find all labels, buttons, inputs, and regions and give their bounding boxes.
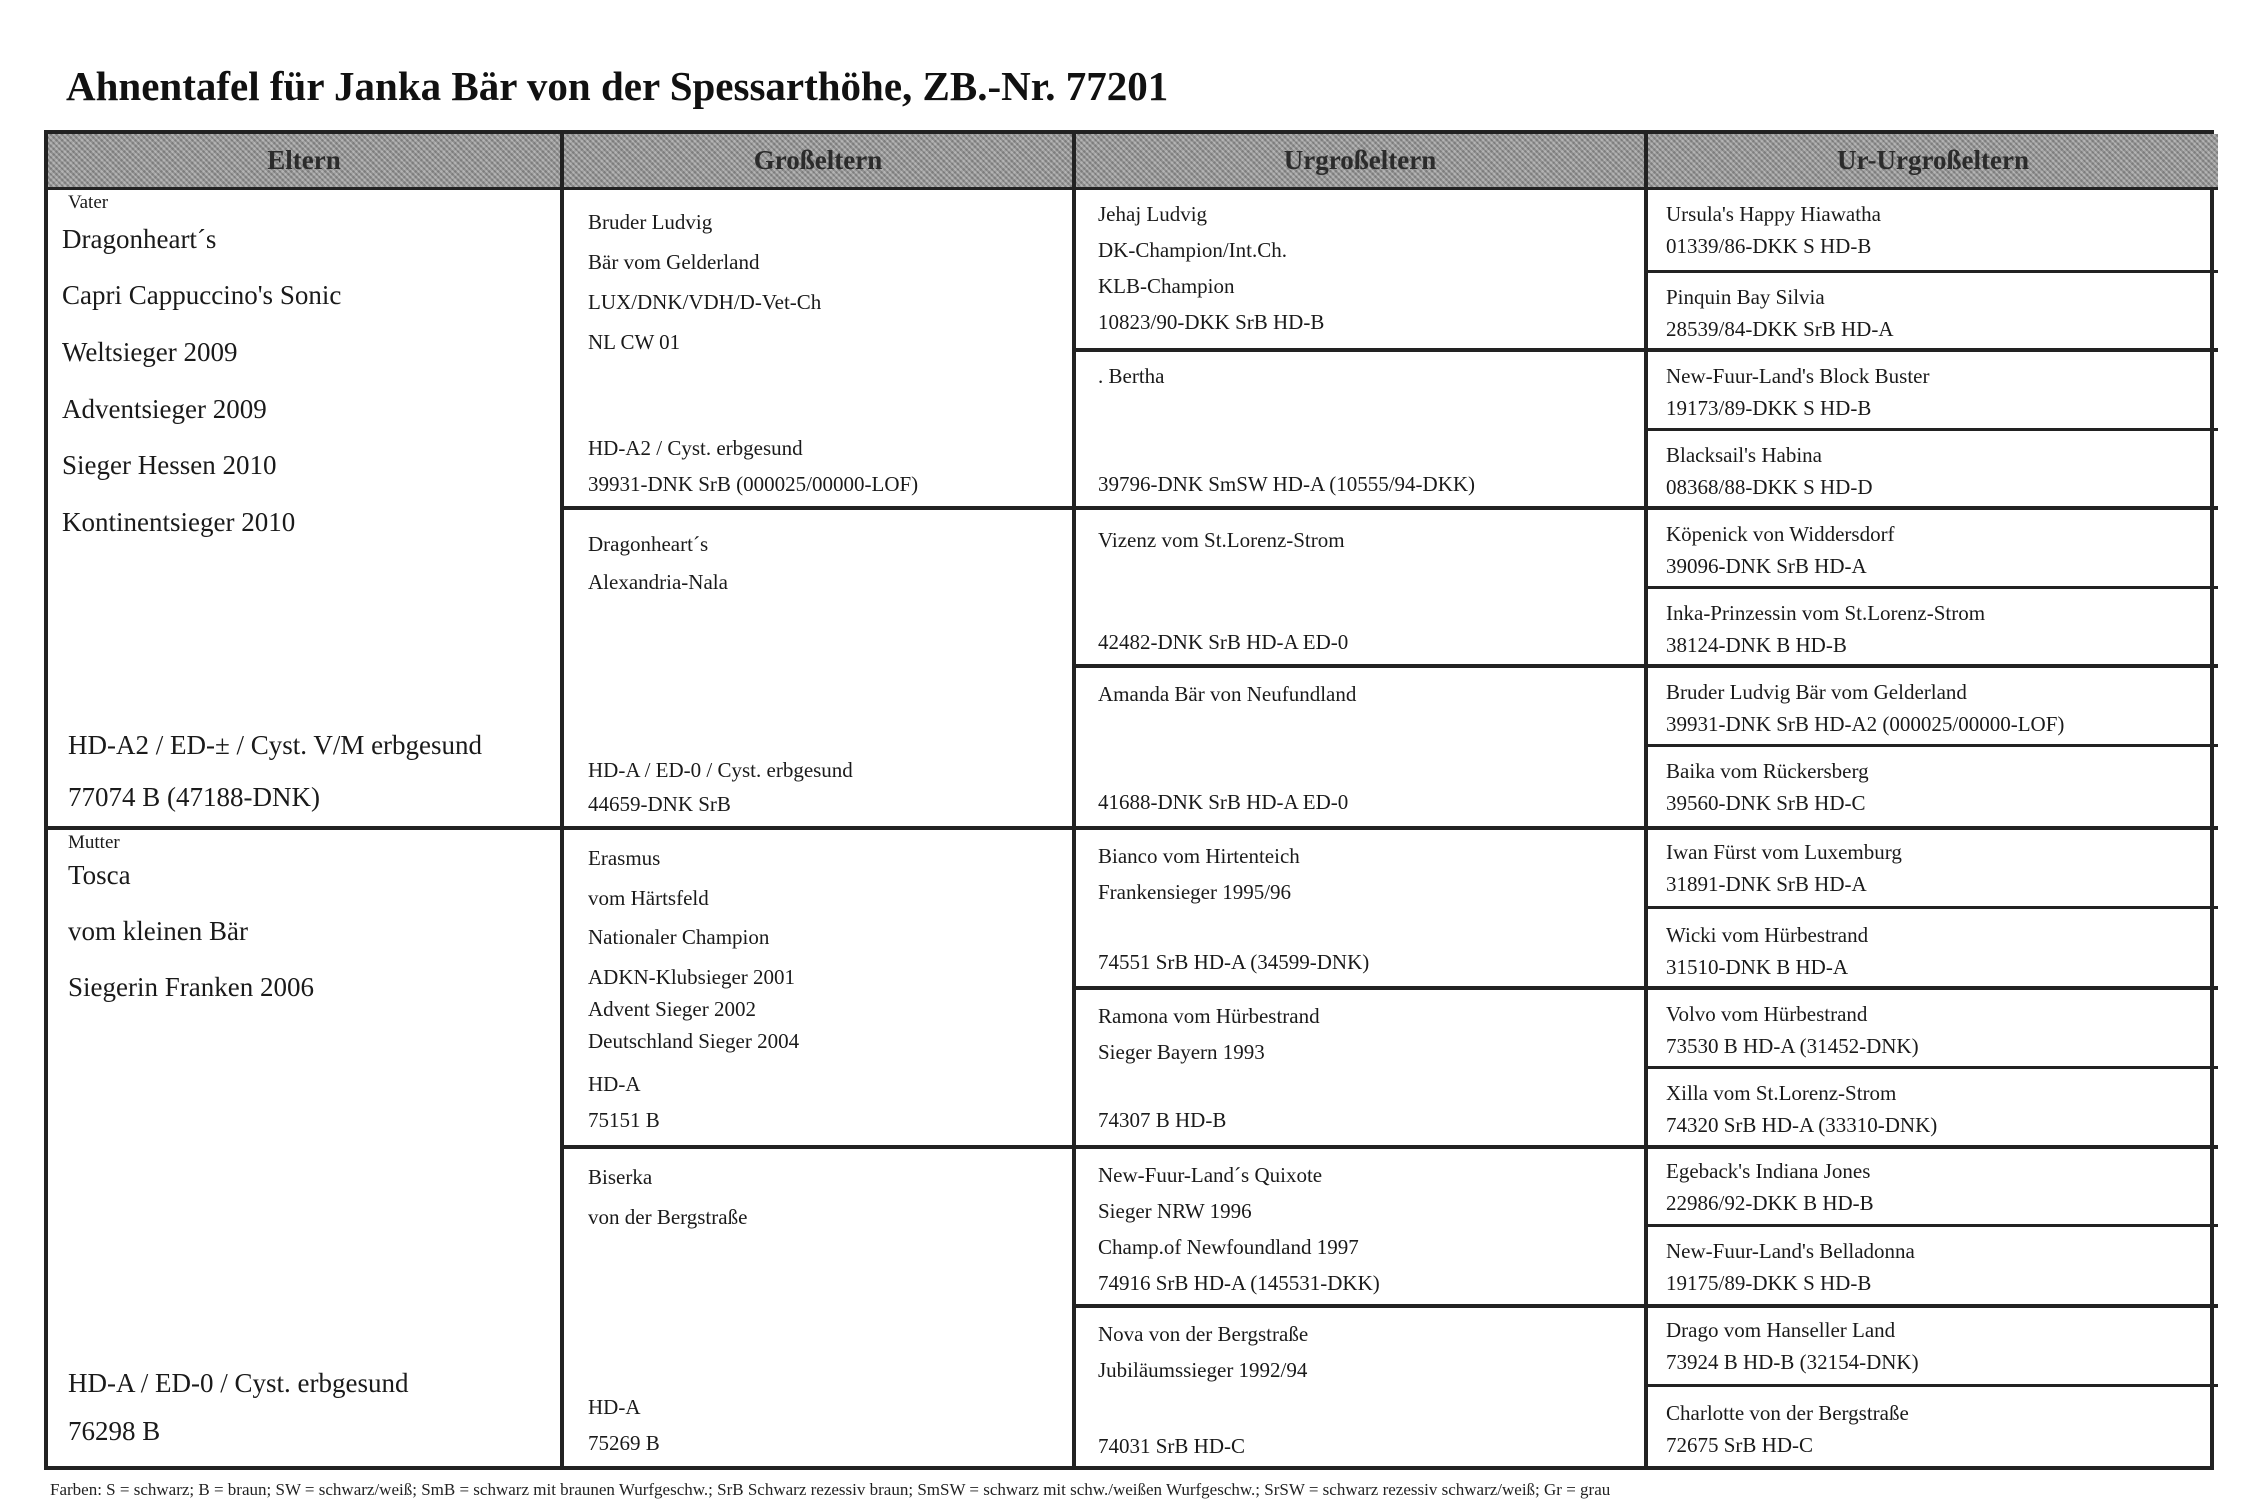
header-eltern: Eltern xyxy=(48,134,560,190)
great-grandparent-line: 39796-DNK SmSW HD-A (10555/94-DKK) xyxy=(1098,472,1476,496)
grandparent-line: Advent Sieger 2002 xyxy=(588,997,756,1021)
ancestor-name: New-Fuur-Land's Block Buster xyxy=(1666,364,1930,388)
great-great-grandparent-cell xyxy=(1648,589,2218,664)
ancestor-registration: 74320 SrB HD-A (33310-DNK) xyxy=(1666,1113,1938,1137)
great-great-grandparent-cell xyxy=(1648,1069,2218,1145)
great-grandparent-cell xyxy=(1076,510,1644,664)
great-great-grandparent-cell xyxy=(1648,1149,2218,1224)
ancestor-name: New-Fuur-Land's Belladonna xyxy=(1666,1239,1915,1263)
vater-line: Adventsieger 2009 xyxy=(62,394,267,424)
great-great-grandparent-cell xyxy=(1648,431,2218,506)
vater-label: Vater xyxy=(68,192,109,213)
grandparent-line: Biserka xyxy=(588,1165,653,1189)
grandparent-line: von der Bergstraße xyxy=(588,1205,748,1229)
great-grandparent-line: DK-Champion/Int.Ch. xyxy=(1098,238,1287,262)
grandparent-line: 75151 B xyxy=(588,1108,660,1132)
ancestor-registration: 39931-DNK SrB HD-A2 (000025/00000-LOF) xyxy=(1666,712,2065,736)
ancestor-name: Wicki vom Hürbestrand xyxy=(1666,923,1869,947)
ancestor-name: Iwan Fürst vom Luxemburg xyxy=(1666,840,1902,864)
header-urgrosseltern: Urgroßeltern xyxy=(1076,134,1644,190)
ancestor-registration: 08368/88-DKK S HD-D xyxy=(1666,475,1873,499)
great-grandparent-line: 10823/90-DKK SrB HD-B xyxy=(1098,310,1325,334)
great-grandparent-cell xyxy=(1076,190,1644,348)
ancestor-registration: 39096-DNK SrB HD-A xyxy=(1666,554,1867,578)
ancestor-registration: 01339/86-DKK S HD-B xyxy=(1666,234,1872,258)
great-grandparent-line: Jubiläumssieger 1992/94 xyxy=(1098,1358,1308,1382)
ancestor-name: Ursula's Happy Hiawatha xyxy=(1666,202,1881,226)
vater-health: HD-A2 / ED-± / Cyst. V/M erbgesund xyxy=(68,730,483,760)
great-great-grandparent-cell xyxy=(1648,190,2218,270)
header-ururgrosseltern: Ur-Urgroßeltern xyxy=(1648,134,2218,190)
ancestor-name: Drago vom Hanseller Land xyxy=(1666,1318,1896,1342)
great-grandparent-line: Champ.of Newfoundland 1997 xyxy=(1098,1235,1359,1259)
great-grandparent-line: Nova von der Bergstraße xyxy=(1098,1322,1309,1346)
ancestor-registration: 31891-DNK SrB HD-A xyxy=(1666,872,1867,896)
great-grandparent-line: KLB-Champion xyxy=(1098,274,1235,298)
ancestor-registration: 19173/89-DKK S HD-B xyxy=(1666,396,1872,420)
parent-vater xyxy=(48,190,560,826)
grandparent-line: Nationaler Champion xyxy=(588,925,770,949)
great-grandparent-line: 74551 SrB HD-A (34599-DNK) xyxy=(1098,950,1370,974)
vater-line: Sieger Hessen 2010 xyxy=(62,450,277,480)
grandparent-line: Dragonheart´s xyxy=(588,532,709,556)
ancestor-registration: 22986/92-DKK B HD-B xyxy=(1666,1191,1874,1215)
great-great-grandparent-cell xyxy=(1648,1227,2218,1304)
ancestor-name: Xilla vom St.Lorenz-Strom xyxy=(1666,1081,1897,1105)
grandparent-line: Bruder Ludvig xyxy=(588,210,713,234)
great-grandparent-line: Vizenz vom St.Lorenz-Strom xyxy=(1098,528,1345,552)
mutter-line: vom kleinen Bär xyxy=(68,916,248,946)
grandparent-line: NL CW 01 xyxy=(588,330,681,354)
ancestor-registration: 28539/84-DKK SrB HD-A xyxy=(1666,317,1894,341)
ancestor-registration: 19175/89-DKK S HD-B xyxy=(1666,1271,1872,1295)
mutter-line: Tosca xyxy=(68,860,131,890)
great-grandparent-cell xyxy=(1076,1308,1644,1470)
great-grandparent-cell xyxy=(1076,668,1644,826)
great-great-grandparent-cell xyxy=(1648,990,2218,1066)
great-grandparent-line: Ramona vom Hürbestrand xyxy=(1098,1004,1320,1028)
ancestor-registration: 31510-DNK B HD-A xyxy=(1666,955,1848,979)
great-grandparent-line: New-Fuur-Land´s Quixote xyxy=(1098,1163,1323,1187)
grandparent-cell xyxy=(564,830,1072,1145)
ancestor-registration: 38124-DNK B HD-B xyxy=(1666,633,1847,657)
ancestor-name: Blacksail's Habina xyxy=(1666,443,1822,467)
grandparent-line: HD-A xyxy=(588,1395,641,1419)
grandparent-line: 39931-DNK SrB (000025/00000-LOF) xyxy=(588,472,919,496)
great-grandparent-line: Sieger NRW 1996 xyxy=(1098,1199,1252,1223)
ancestor-name: Inka-Prinzessin vom St.Lorenz-Strom xyxy=(1666,601,1986,625)
ancestor-name: Bruder Ludvig Bär vom Gelderland xyxy=(1666,680,1967,704)
great-great-grandparent-cell xyxy=(1648,830,2218,906)
ancestor-name: Volvo vom Hürbestrand xyxy=(1666,1002,1868,1026)
mutter-label: Mutter xyxy=(68,832,120,853)
grandparent-cell xyxy=(564,510,1072,826)
grandparent-line: Erasmus xyxy=(588,846,661,870)
great-great-grandparent-cell xyxy=(1648,352,2218,428)
pedigree-table xyxy=(44,130,2214,1470)
ancestor-registration: 39560-DNK SrB HD-C xyxy=(1666,791,1866,815)
great-grandparent-cell xyxy=(1076,1149,1644,1304)
grandparent-line: HD-A / ED-0 / Cyst. erbgesund xyxy=(588,758,853,782)
great-grandparent-cell xyxy=(1076,352,1644,506)
ancestor-registration: 73530 B HD-A (31452-DNK) xyxy=(1666,1034,1919,1058)
great-grandparent-line: Jehaj Ludvig xyxy=(1098,202,1208,226)
parent-mutter xyxy=(48,830,560,1470)
color-legend: Farben: S = schwarz; B = braun; SW = schwarz/weiß; SmB = schwarz mit braunen Wurfgeschw.; SrB Schwarz rezessiv braun; SmSW = schwarz mit schw./weißen Wurfgeschw.; SrSW = schwarz rezessiv schwarz/weiß; Gr = grau xyxy=(50,1480,1611,1499)
great-grandparent-line: 74916 SrB HD-A (145531-DKK) xyxy=(1098,1271,1380,1295)
great-grandparent-line: Amanda Bär von Neufundland xyxy=(1098,682,1357,706)
header-grosseltern: Großeltern xyxy=(564,134,1072,190)
mutter-health: HD-A / ED-0 / Cyst. erbgesund xyxy=(68,1368,409,1398)
grandparent-line: ADKN-Klubsieger 2001 xyxy=(588,965,796,989)
great-grandparent-line: 74307 B HD-B xyxy=(1098,1108,1227,1132)
mutter-line: Siegerin Franken 2006 xyxy=(68,972,314,1002)
great-great-grandparent-cell xyxy=(1648,909,2218,986)
great-great-grandparent-cell xyxy=(1648,1308,2218,1384)
great-great-grandparent-cell xyxy=(1648,273,2218,348)
ancestor-name: Charlotte von der Bergstraße xyxy=(1666,1401,1909,1425)
great-grandparent-line: Sieger Bayern 1993 xyxy=(1098,1040,1265,1064)
ancestor-registration: 73924 B HD-B (32154-DNK) xyxy=(1666,1350,1919,1374)
great-grandparent-line: . Bertha xyxy=(1098,364,1165,388)
great-great-grandparent-cell xyxy=(1648,747,2218,826)
grandparent-line: vom Härtsfeld xyxy=(588,886,709,910)
pedigree-title: Ahnentafel für Janka Bär von der Spessarthöhe, ZB.-Nr. 77201 xyxy=(66,63,1169,109)
great-grandparent-line: Frankensieger 1995/96 xyxy=(1098,880,1292,904)
grandparent-line: HD-A2 / Cyst. erbgesund xyxy=(588,436,803,460)
ancestor-name: Köpenick von Widdersdorf xyxy=(1666,522,1895,546)
vater-line: Dragonheart´s xyxy=(62,224,217,254)
mutter-registration: 76298 B xyxy=(68,1416,161,1446)
vater-line: Capri Cappuccino's Sonic xyxy=(62,280,342,310)
grandparent-cell xyxy=(564,1149,1072,1470)
ancestor-registration: 72675 SrB HD-C xyxy=(1666,1433,1814,1457)
vater-line: Weltsieger 2009 xyxy=(62,337,238,367)
ancestor-name: Baika vom Rückersberg xyxy=(1666,759,1869,783)
grandparent-line: Alexandria-Nala xyxy=(588,570,728,594)
ancestor-name: Pinquin Bay Silvia xyxy=(1666,285,1825,309)
grandparent-line: 75269 B xyxy=(588,1431,660,1455)
grandparent-line: HD-A xyxy=(588,1072,641,1096)
great-grandparent-line: 42482-DNK SrB HD-A ED-0 xyxy=(1098,630,1349,654)
great-grandparent-cell xyxy=(1076,990,1644,1145)
grandparent-cell xyxy=(564,190,1072,506)
vater-registration: 77074 B (47188-DNK) xyxy=(68,782,320,812)
vater-line: Kontinentsieger 2010 xyxy=(62,507,296,537)
grandparent-line: 44659-DNK SrB xyxy=(588,792,731,816)
great-grandparent-cell xyxy=(1076,830,1644,986)
grandparent-line: Deutschland Sieger 2004 xyxy=(588,1029,800,1053)
great-great-grandparent-cell xyxy=(1648,510,2218,586)
grandparent-line: LUX/DNK/VDH/D-Vet-Ch xyxy=(588,290,822,314)
great-great-grandparent-cell xyxy=(1648,668,2218,744)
grandparent-line: Bär vom Gelderland xyxy=(588,250,760,274)
great-grandparent-line: 41688-DNK SrB HD-A ED-0 xyxy=(1098,790,1349,814)
ancestor-name: Egeback's Indiana Jones xyxy=(1666,1159,1871,1183)
great-grandparent-line: 74031 SrB HD-C xyxy=(1098,1434,1246,1458)
great-great-grandparent-cell xyxy=(1648,1387,2218,1470)
great-grandparent-line: Bianco vom Hirtenteich xyxy=(1098,844,1300,868)
